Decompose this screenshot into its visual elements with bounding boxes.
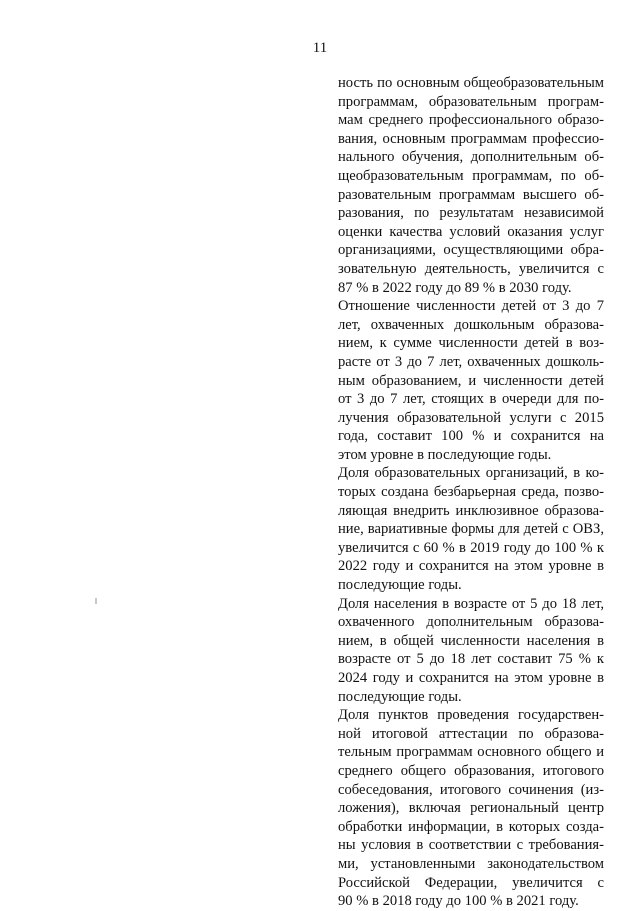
text-line: зовательную деятельность, увеличится с bbox=[338, 260, 604, 277]
text-line: разовательным программам высшего об- bbox=[338, 186, 604, 203]
text-line: 2024 году и сохранится на этом уровне в bbox=[338, 670, 604, 686]
text-line: Российской Федерации, увеличится с bbox=[338, 874, 604, 891]
text-line: Отношение численности детей от 3 до 7 bbox=[338, 298, 604, 315]
text-line: ны условия в соответствии с требования- bbox=[338, 837, 604, 854]
text-line: лет, охваченных дошкольным образова- bbox=[338, 316, 604, 333]
text-line: нием, к сумме численности детей в воз- bbox=[338, 335, 604, 352]
text-line: расте от 3 до 7 лет, охваченных дошколь- bbox=[338, 353, 604, 370]
text-line: ляющая внедрить инклюзивное образова- bbox=[338, 502, 604, 519]
paragraph bbox=[338, 464, 604, 594]
paragraph bbox=[338, 595, 604, 707]
text-line: Доля образовательных организаций, в ко- bbox=[338, 465, 604, 482]
text-line: ние, вариативные формы для детей с ОВЗ, bbox=[338, 521, 604, 538]
text-line: организациями, осуществляющими обра- bbox=[338, 242, 604, 259]
text-line: разования, по результатам независимой bbox=[338, 205, 604, 222]
text-line: этом уровне в последующие годы. bbox=[338, 446, 552, 463]
text-line: нального обучения, дополнительным об- bbox=[338, 149, 604, 166]
text-line: увеличится с 60 % в 2019 году до 100 % к bbox=[338, 539, 604, 556]
paragraph bbox=[338, 706, 604, 911]
text-line: ность по основным общеобразовательным bbox=[338, 75, 604, 91]
text-line: тельным программам основного общего и bbox=[338, 744, 604, 761]
text-line: ной итоговой аттестации по образова- bbox=[338, 725, 604, 742]
text-line: собеседования, итогового сочинения (из- bbox=[338, 781, 604, 798]
text-line: программам, образовательным програм- bbox=[338, 93, 604, 110]
text-column bbox=[338, 74, 604, 911]
text-line: вания, основным программам профессио- bbox=[338, 130, 604, 147]
text-line: лучения образовательной услуги с 2015 bbox=[338, 409, 604, 426]
text-line: щеобразовательным программам, по об- bbox=[338, 167, 604, 184]
scan-speck bbox=[95, 598, 97, 604]
text-line: нием, в общей численности населения в bbox=[338, 632, 604, 649]
text-line: года, составит 100 % и сохранится на bbox=[338, 428, 604, 445]
text-line: мам среднего профессионального образо- bbox=[338, 112, 604, 129]
text-line: ложения), включая региональный центр bbox=[338, 800, 604, 817]
text-line: охваченного дополнительным образова- bbox=[338, 614, 604, 631]
text-line: возрасте от 5 до 18 лет составит 75 % к bbox=[338, 651, 604, 668]
text-line: последующие годы. bbox=[338, 688, 462, 705]
text-line: обработки информации, в которых созда- bbox=[338, 818, 604, 835]
text-line: от 3 до 7 лет, стоящих в очереди для по- bbox=[338, 391, 604, 408]
text-line: 2022 году и сохранится на этом уровне в bbox=[338, 558, 604, 575]
text-line: Доля пунктов проведения государствен- bbox=[338, 707, 604, 724]
text-line: 87 % в 2022 году до 89 % в 2030 году. bbox=[338, 279, 572, 296]
text-line: оценки качества условий оказания услуг bbox=[338, 223, 604, 240]
paragraph bbox=[338, 297, 604, 464]
text-line: 90 % в 2018 году до 100 % в 2021 году. bbox=[338, 893, 579, 910]
paragraph bbox=[338, 74, 604, 297]
text-line: торых создана безбарьерная среда, позво- bbox=[338, 484, 604, 501]
text-line: последующие годы. bbox=[338, 577, 462, 594]
text-line: ми, установленными законодательством bbox=[338, 855, 604, 872]
page-number: 11 bbox=[312, 40, 328, 56]
text-line: ным образованием, и численности детей bbox=[338, 372, 604, 389]
text-line: Доля населения в возрасте от 5 до 18 лет, bbox=[338, 595, 604, 612]
text-line: среднего общего образования, итогового bbox=[338, 762, 604, 779]
